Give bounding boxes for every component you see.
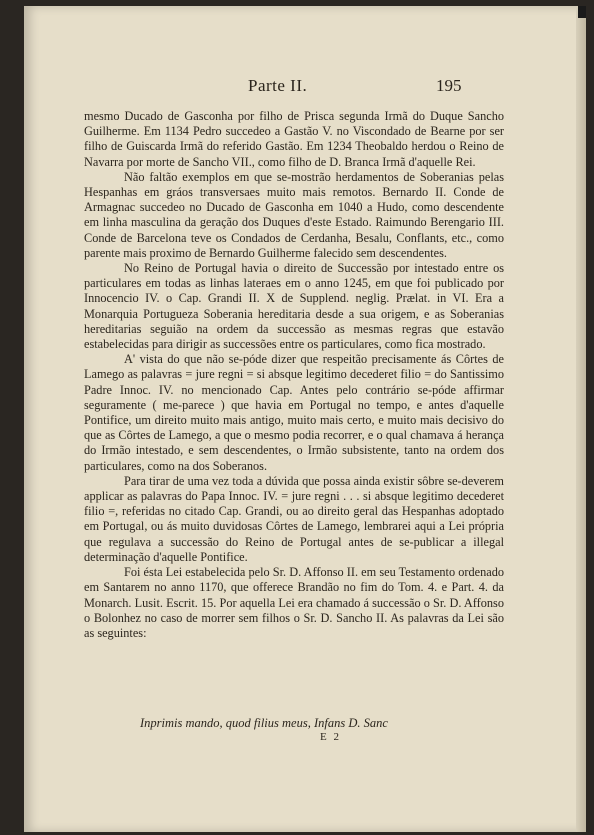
- book-page: [24, 6, 586, 832]
- paragraph: Não faltão exemplos em que se-mostrão herdamentos de Soberanias pelas Hespanhas em gráos transversaes muito mais remotos. Bernardo II. Conde de Armagnac succedeo no Ducado de Gasconha em 1040 a Hudo, como descendente em linha masculina da geração dos Duques d'este Estado. Raimundo Berengario III. Conde de Barcelona teve os Condados de Cerdanha, Besalu, Conflants, etc., como parente mais proximo de Bernardo Guilherme falecido sem descendentes.: [84, 169, 504, 260]
- paragraph: mesmo Ducado de Gasconha por filho de Prisca segunda Irmã do Duque Sancho Guilherme. Em 1134 Pedro succedeo a Gastão V. no Viscondado de Bearne por ser filho de Guiscarda Irmã do referido Gastão. Em 1234 Theobaldo herdou o Reino de Navarra por morte de Sancho VII., como filho de D. Branca Irmã d'aquelle Rei.: [84, 109, 504, 169]
- paragraph: No Reino de Portugal havia o direito de Successão por intestado entre os particulares em todas as linhas lateraes em o anno 1245, em que foi publicado por Innocencio IV. o Cap. Grandi II. X de Supplend. neglig. Prælat. in VI. Era a Monarquia Portugueza Soberania hereditaria desde a sua origem, e as Soberanias hereditarias seguião na ordem da successão as mesmas regras que estavão estabelecidas para dirigir as successões entre os particulares, como fica mostrado.: [84, 261, 504, 352]
- body-text: [84, 109, 504, 641]
- paragraph: Foi ésta Lei estabelecida pelo Sr. D. Affonso II. em seu Testamento ordenado em Santarem no anno 1170, que offerece Brandão no fim do Tom. 4. e Part. 4. da Monarch. Lusit. Escrit. 15. Por aquella Lei era chamado á successão o Sr. D. Affonso o Bolonhez no caso de morrer sem filhos o Sr. D. Sancho II. As palavras da Lei são as seguintes:: [84, 565, 504, 640]
- catchline: Inprimis mando, quod filius meus, Infans D. Sanc: [140, 716, 388, 730]
- signature-mark: E 2: [320, 731, 341, 743]
- paragraph: A' vista do que não se-póde dizer que respeitão precisamente ás Côrtes de Lamego as palavras = jure regni = si absque legitimo decederet filio = do Santissimo Padre Innoc. IV. no mencionado Cap. Antes pelo contrário se-póde affirmar seguramente ( me-parece ) que havia em Portugal no tempo, e antes d'aquelle Pontifice, um direito muito mais antigo, muito mais certo, e muito mais decisivo do que as Côrtes de Lamego, a que o mesmo podia recorrer, e o qual chamava á herança do Irmão intestado, e sem descendentes, o Irmão subsistente, tanto na ordem dos particulares, como na dos Soberanos.: [84, 352, 504, 473]
- running-title: Parte II.: [248, 76, 308, 95]
- page-edge-strip: [576, 6, 586, 832]
- page-number: 195: [436, 76, 462, 95]
- paragraph: Para tirar de uma vez toda a dúvida que possa ainda existir sôbre se-deverem applicar as palavras do Papa Innoc. IV. = jure regni . . . si absque legitimo decederet filio =, referidas no citado Cap. Grandi, ou ao direito geral das Hespanhas adoptado em Portugal, ou ás muito duvidosas Côrtes de Lamego, lembrarei aqui a Lei própria que regulava a successão do Reino de Portugal antes de se-publicar a illegal determinação d'aquelle Pontifice.: [84, 473, 504, 564]
- scanner-marker: [578, 6, 586, 18]
- running-head: [24, 76, 586, 98]
